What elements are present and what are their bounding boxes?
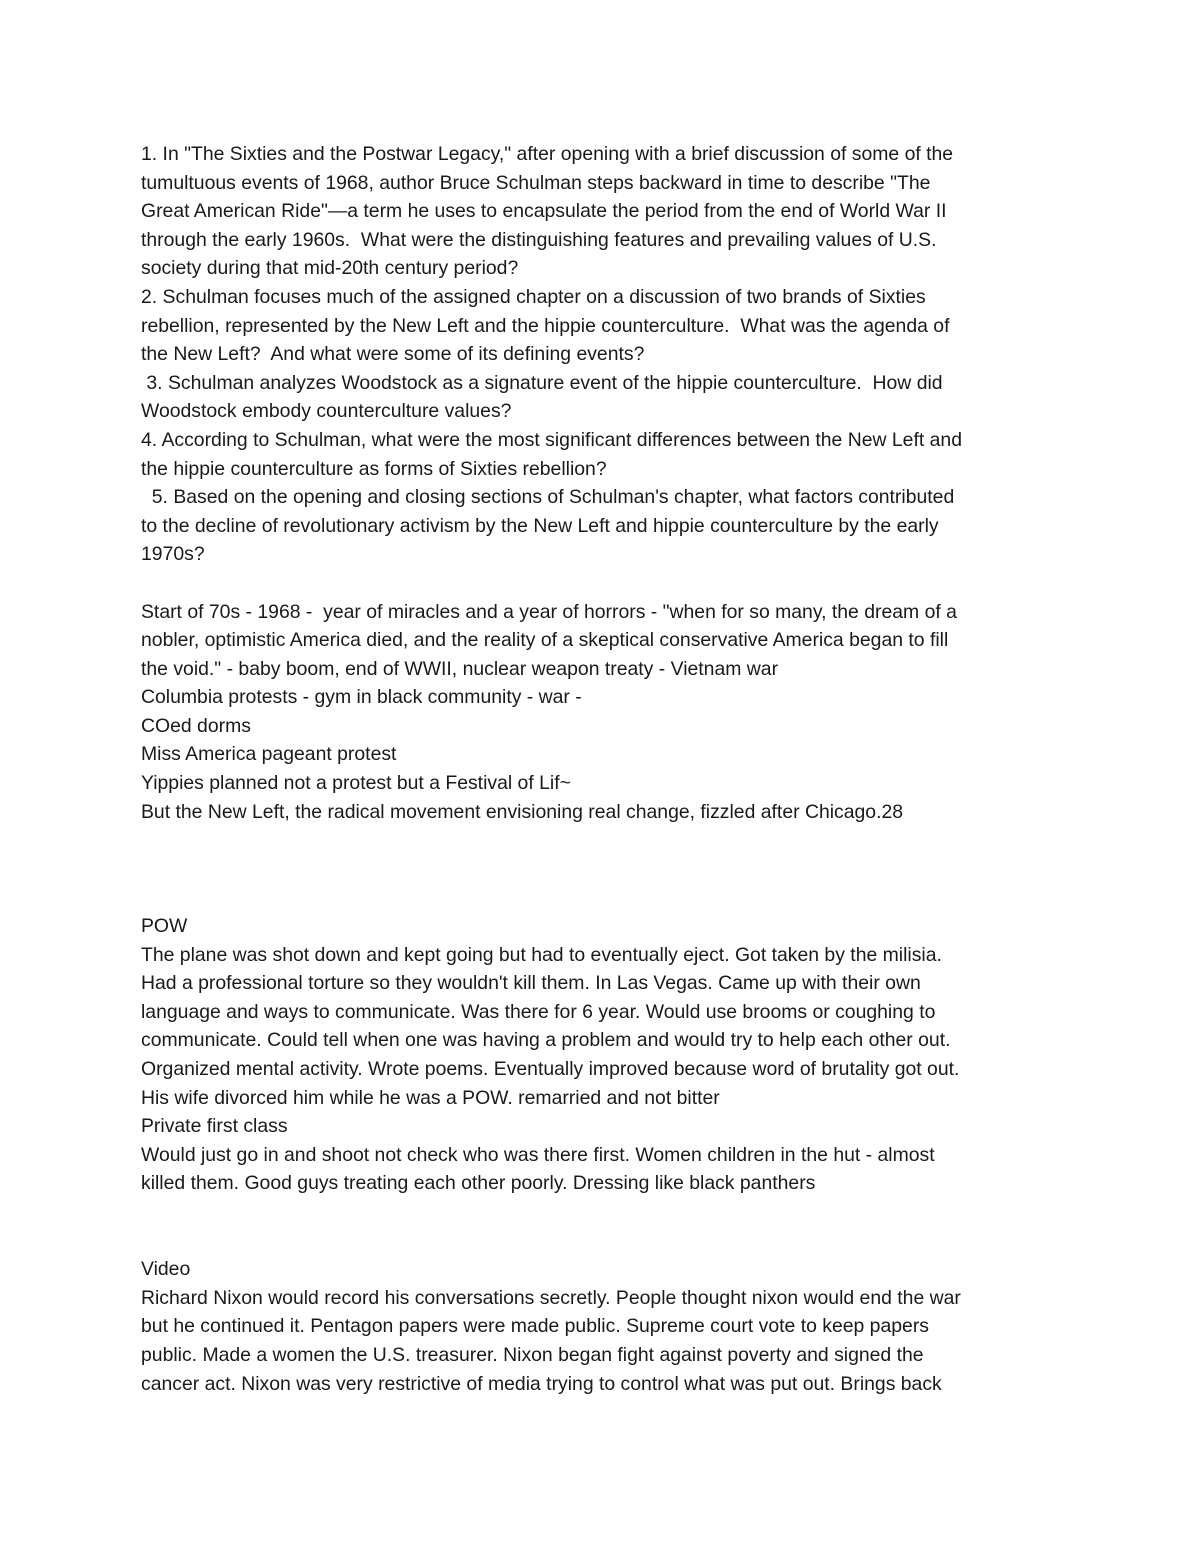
question-line: 1970s? <box>141 543 205 566</box>
question-line: 2. Schulman focuses much of the assigned chapter on a discussion of two brands of Sixties <box>141 285 926 308</box>
note-line: Private first class <box>141 1115 288 1138</box>
pow-notes-section <box>141 912 1061 1198</box>
note-line: communicate. Could tell when one was having a problem and would try to help each other out. <box>141 1029 951 1052</box>
note-line: the void." - baby boom, end of WWII, nuclear weapon treaty - Vietnam war <box>141 657 779 680</box>
question-line: tumultuous events of 1968, author Bruce Schulman steps backward in time to describe "The <box>141 171 931 194</box>
note-line: Richard Nixon would record his conversations secretly. People thought nixon would end the war <box>141 1286 961 1309</box>
question-line: 1. In "The Sixties and the Postwar Legacy," after opening with a brief discussion of some of the <box>141 143 954 165</box>
spacer <box>141 883 1061 912</box>
question-line: rebellion, represented by the New Left and the hippie counterculture. What was the agenda of <box>141 314 950 337</box>
question-line: 3. Schulman analyzes Woodstock as a signature event of the hippie counterculture. How did <box>141 371 943 394</box>
questions-section <box>141 140 1061 569</box>
question-line: 4. According to Schulman, what were the most significant differences between the New Left and <box>141 428 962 451</box>
spacer <box>141 1198 1061 1227</box>
spacer <box>141 855 1061 884</box>
spacer <box>141 569 1061 598</box>
video-notes-section <box>141 1255 1061 1398</box>
question-line: the hippie counterculture as forms of Sixties rebellion? <box>141 457 607 480</box>
note-line: but he continued it. Pentagon papers were made public. Supreme court vote to keep papers <box>141 1315 929 1338</box>
question-line: society during that mid-20th century period? <box>141 257 519 280</box>
question-line: to the decline of revolutionary activism by the New Left and hippie counterculture by the early <box>141 514 939 537</box>
section-heading: POW <box>141 915 188 938</box>
question-line: Woodstock embody counterculture values? <box>141 400 512 423</box>
note-line: Had a professional torture so they wouldn't kill them. In Las Vegas. Came up with their own <box>141 972 921 995</box>
notes-70s-section <box>141 598 1061 827</box>
note-line: cancer act. Nixon was very restrictive of media trying to control what was put out. Brings back <box>141 1372 942 1395</box>
note-line: But the New Left, the radical movement envisioning real change, fizzled after Chicago.28 <box>141 800 904 823</box>
note-line: The plane was shot down and kept going but had to eventually eject. Got taken by the milisia. <box>141 943 942 966</box>
spacer <box>141 1227 1061 1256</box>
note-line: nobler, optimistic America died, and the reality of a skeptical conservative America began to fill <box>141 629 949 652</box>
question-line: through the early 1960s. What were the distinguishing features and prevailing values of U.S. <box>141 228 937 251</box>
note-line: Miss America pageant protest <box>141 743 397 766</box>
document-page <box>141 140 1061 1398</box>
spacer <box>141 826 1061 855</box>
note-line: COed dorms <box>141 714 251 737</box>
note-line: His wife divorced him while he was a POW. remarried and not bitter <box>141 1086 720 1109</box>
question-line: the New Left? And what were some of its defining events? <box>141 343 645 366</box>
note-line: Organized mental activity. Wrote poems. Eventually improved because word of brutality got out. <box>141 1058 960 1080</box>
question-line: Great American Ride"—a term he uses to encapsulate the period from the end of World War II <box>141 200 947 223</box>
note-line: public. Made a women the U.S. treasurer. Nixon began fight against poverty and signed the <box>141 1343 924 1366</box>
note-line: killed them. Good guys treating each other poorly. Dressing like black panthers <box>141 1172 816 1195</box>
question-line: 5. Based on the opening and closing sections of Schulman's chapter, what factors contributed <box>141 486 955 509</box>
note-line: Yippies planned not a protest but a Festival of Lif~ <box>141 772 571 795</box>
note-line: Start of 70s - 1968 - year of miracles and a year of horrors - "when for so many, the dream of a <box>141 600 957 623</box>
section-heading: Video <box>141 1258 191 1281</box>
note-line: language and ways to communicate. Was there for 6 year. Would use brooms or coughing to <box>141 1000 936 1023</box>
note-line: Would just go in and shoot not check who was there first. Women children in the hut - almost <box>141 1143 935 1166</box>
note-line: Columbia protests - gym in black community - war - <box>141 686 582 709</box>
